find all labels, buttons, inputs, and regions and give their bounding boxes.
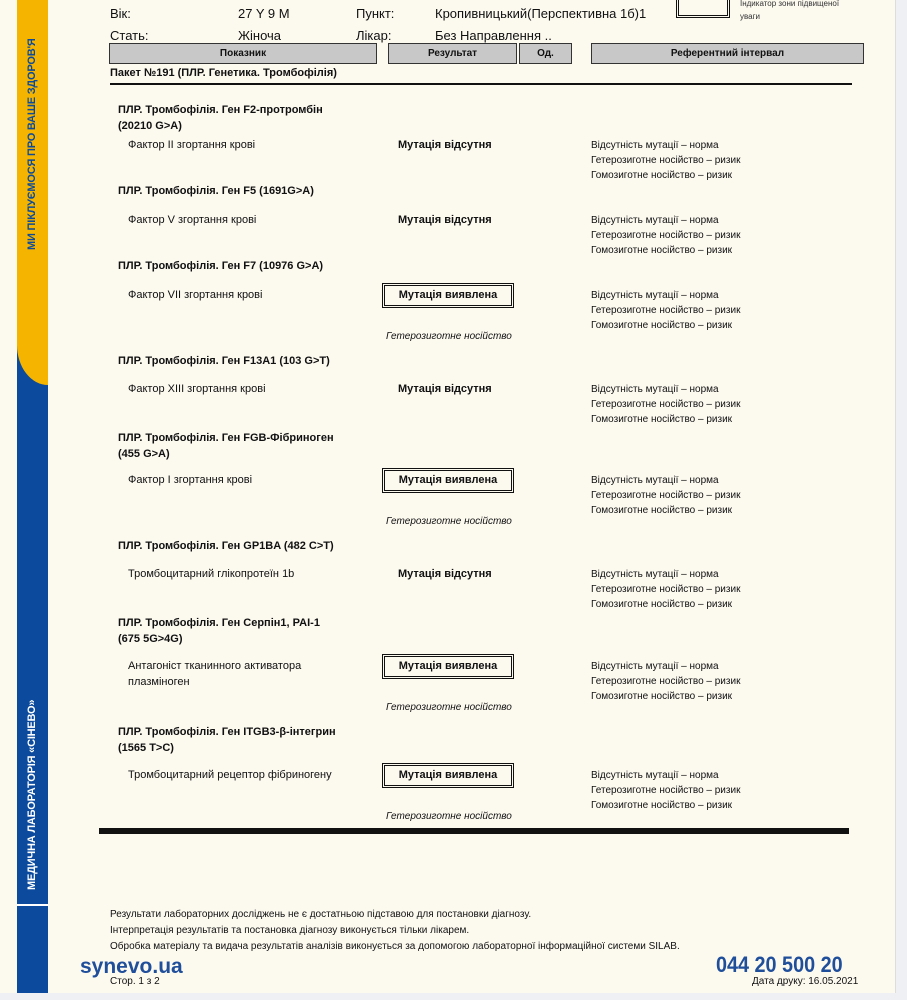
page-number: Стор. 1 з 2 <box>110 976 160 987</box>
test-name: Фактор I згортання крові <box>128 474 253 486</box>
reference-line: Відсутність мутації – норма <box>591 384 719 395</box>
test-title: ПЛР. Тромбофілія. Ген FGB-Фібриноген <box>118 432 334 444</box>
test-title: ПЛР. Тромбофілія. Ген GP1BA (482 C>T) <box>118 540 334 552</box>
reference-line: Відсутність мутації – норма <box>591 215 719 226</box>
age-value: 27 Y 9 M <box>238 6 290 21</box>
result-note: Гетерозиготне носійство <box>386 331 512 342</box>
print-date: Дата друку: 16.05.2021 <box>752 976 859 987</box>
reference-line: Гомозиготне носійство – ризик <box>591 800 733 812</box>
test-name: Фактор II згортання крові <box>128 139 256 151</box>
test-title: ПЛР. Тромбофілія. Ген Серпін1, PAI-1 <box>118 617 320 629</box>
test-name: Фактор XIII згортання крові <box>128 383 266 395</box>
reference-line: Гетерозиготне носійство – ризик <box>591 305 741 317</box>
reference-line: Відсутність мутації – норма <box>591 770 719 781</box>
result-value: Мутація відсутня <box>398 383 492 395</box>
reference-line: Гетерозиготне носійство – ризик <box>591 155 741 167</box>
test-title: (20210 G>A) <box>118 120 182 132</box>
header-unit: Од. <box>519 43 572 64</box>
brand-sidebar <box>17 0 48 993</box>
test-name: Тромбоцитарний рецептор фібриногену <box>128 769 332 781</box>
doctor-label: Лікар: <box>356 28 392 43</box>
point-label: Пункт: <box>356 6 395 21</box>
reference-line: Гомозиготне носійство – ризик <box>591 691 733 703</box>
header-ref: Референтний інтервал <box>591 43 864 64</box>
test-title: ПЛР. Тромбофілія. Ген F13A1 (103 G>T) <box>118 355 330 367</box>
result-detected: Мутація виявлена <box>382 468 514 493</box>
result-note: Гетерозиготне носійство <box>386 702 512 713</box>
footer-line: Обробка матеріалу та видача результатів аналізів виконується за допомогою лабораторної інформаційної системи SILAB. <box>110 941 680 952</box>
end-divider <box>99 828 849 834</box>
sex-value: Жіноча <box>238 28 282 43</box>
reference-line: Гетерозиготне носійство – ризик <box>591 584 741 596</box>
reference-line: Відсутність мутації – норма <box>591 661 719 672</box>
sex-label: Стать: <box>110 28 149 43</box>
point-value: Кропивницький(Перспективна 1б)1 <box>435 6 647 21</box>
result-value: Мутація відсутня <box>398 139 492 151</box>
package-title: Пакет №191 (ПЛР. Генетика. Тромбофілія) <box>110 67 337 79</box>
sidebar-divider <box>17 904 48 906</box>
result-detected: Мутація виявлена <box>382 283 514 308</box>
doctor-value: Без Направлення .. <box>435 28 552 43</box>
reference-line: Гетерозиготне носійство – ризик <box>591 230 741 242</box>
test-title: (455 G>A) <box>118 448 170 460</box>
test-name: плазміноген <box>128 676 190 688</box>
header-result: Результат <box>388 43 517 64</box>
reference-line: Гомозиготне носійство – ризик <box>591 599 733 611</box>
reference-line: Відсутність мутації – норма <box>591 140 719 151</box>
package-divider <box>110 83 852 85</box>
result-note: Гетерозиготне носійство <box>386 516 512 527</box>
sidebar-lab-name: МЕДИЧНА ЛАБОРАТОРІЯ «СІНЕВО» <box>26 699 38 890</box>
site-logo: synevo.ua <box>80 955 183 978</box>
test-title: (675 5G>4G) <box>118 633 183 645</box>
indicator-box <box>676 0 730 18</box>
reference-line: Відсутність мутації – норма <box>591 475 719 486</box>
test-title: ПЛР. Тромбофілія. Ген F2-протромбін <box>118 104 323 116</box>
result-detected: Мутація виявлена <box>382 763 514 788</box>
result-value: Мутація відсутня <box>398 568 492 580</box>
indicator-label: Індикатор зони підвищеної уваги <box>740 0 840 21</box>
reference-line: Гомозиготне носійство – ризик <box>591 170 733 182</box>
reference-line: Відсутність мутації – норма <box>591 569 719 580</box>
phone-number: 044 20 500 20 <box>716 952 843 977</box>
test-name: Фактор V згортання крові <box>128 214 257 226</box>
test-title: ПЛР. Тромбофілія. Ген F7 (10976 G>A) <box>118 260 324 272</box>
reference-line: Гетерозиготне носійство – ризик <box>591 676 741 688</box>
reference-line: Гомозиготне носійство – ризик <box>591 414 733 426</box>
reference-line: Гетерозиготне носійство – ризик <box>591 785 741 797</box>
header-param: Показник <box>109 43 377 64</box>
test-name: Антагоніст тканинного активатора <box>128 660 302 672</box>
reference-line: Відсутність мутації – норма <box>591 290 719 301</box>
reference-line: Гомозиготне носійство – ризик <box>591 505 733 517</box>
result-detected: Мутація виявлена <box>382 654 514 679</box>
test-name: Фактор VII згортання крові <box>128 289 263 301</box>
footer-line: Інтерпретація результатів та постановка діагнозу виконується тільки лікарем. <box>110 925 470 936</box>
age-label: Вік: <box>110 6 131 21</box>
result-note: Гетерозиготне носійство <box>386 811 512 822</box>
test-title: (1565 T>C) <box>118 742 174 754</box>
reference-line: Гомозиготне носійство – ризик <box>591 245 733 257</box>
test-name: Тромбоцитарний глікопротеїн 1b <box>128 568 295 580</box>
result-value: Мутація відсутня <box>398 214 492 226</box>
test-title: ПЛР. Тромбофілія. Ген F5 (1691G>A) <box>118 185 314 197</box>
reference-line: Гомозиготне носійство – ризик <box>591 320 733 332</box>
test-title: ПЛР. Тромбофілія. Ген ITGB3-β-інтегрин <box>118 726 336 738</box>
reference-line: Гетерозиготне носійство – ризик <box>591 399 741 411</box>
sidebar-slogan: МИ ПІКЛУЄМОСЯ ПРО ВАШЕ ЗДОРОВ'Я <box>26 38 38 250</box>
reference-line: Гетерозиготне носійство – ризик <box>591 490 741 502</box>
footer-line: Результати лабораторних досліджень не є достатньою підставою для постановки діагнозу. <box>110 909 532 920</box>
